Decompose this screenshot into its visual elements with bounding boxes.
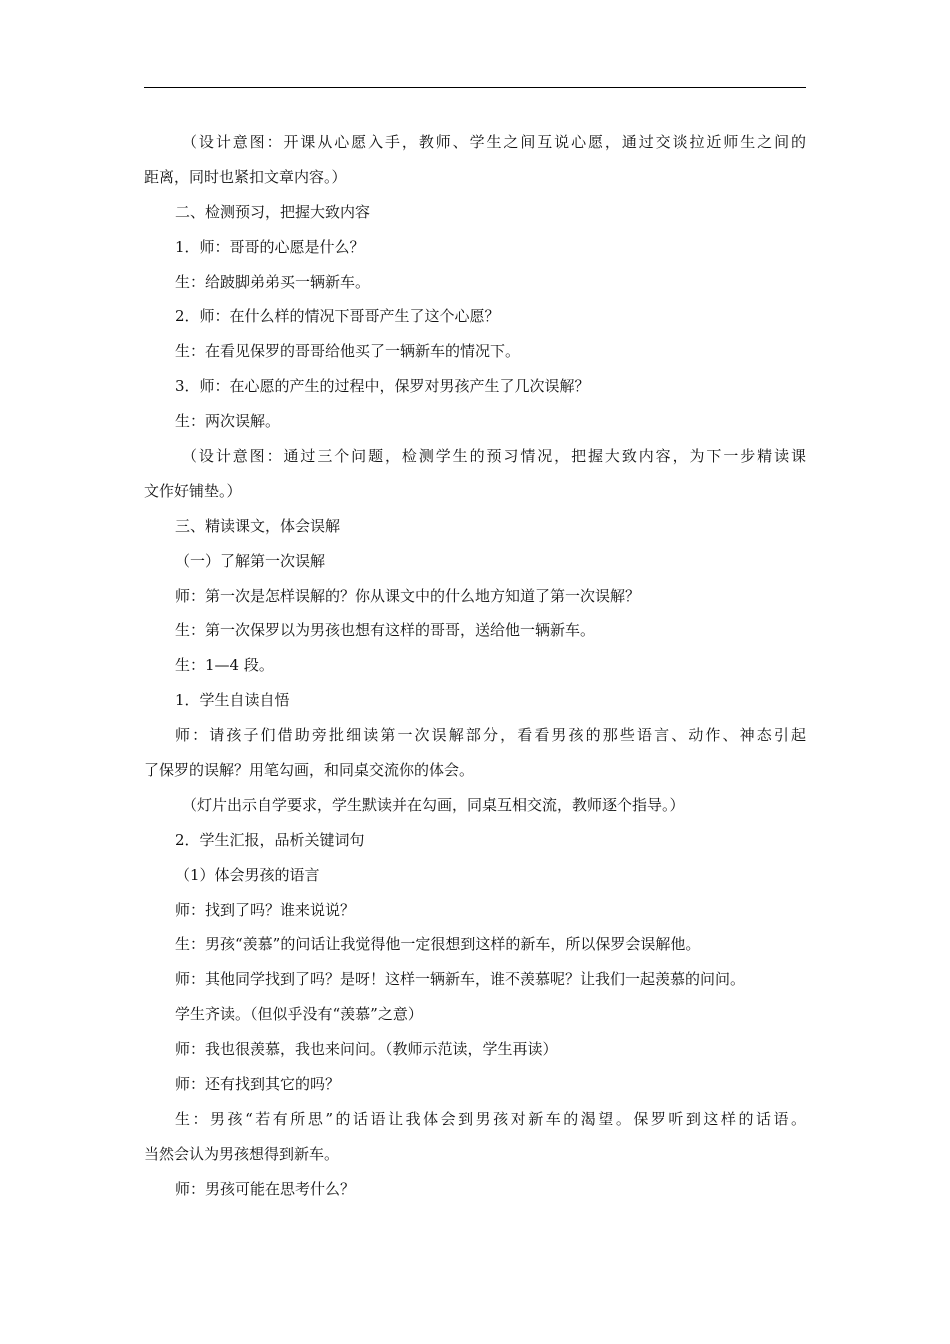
paragraph-line: 师：还有找到其它的吗？ — [175, 1075, 341, 1094]
paragraph-line: 文作好铺垫。） — [144, 481, 242, 500]
paragraph-line: 学生齐读。（但似乎没有“羡慕”之意） — [175, 1005, 423, 1024]
paragraph-line: 2．学生汇报，品析关键词句 — [175, 830, 365, 849]
paragraph-line: （1）体会男孩的语言 — [175, 865, 320, 884]
paragraph-line: 生：在看见保罗的哥哥给他买了一辆新车的情况下。 — [175, 342, 521, 361]
subsection-heading: （一）了解第一次误解 — [175, 551, 326, 570]
paragraph-line: 师：我也很羡慕，我也来问问。（教师示范读，学生再读） — [175, 1040, 558, 1059]
section-heading: 二、检测预习，把握大致内容 — [175, 202, 371, 221]
paragraph-line: 师：其他同学找到了吗？是呀！这样一辆新车，谁不羡慕呢？让我们一起羡慕的问问。 — [175, 970, 746, 989]
paragraph-line: 生：男孩“若有所思”的话语让我体会到男孩对新车的渴望。保罗听到这样的话语。 — [175, 1109, 806, 1128]
paragraph-line: 生：男孩“羡慕”的问话让我觉得他一定很想到这样的新车，所以保罗会误解他。 — [175, 935, 701, 954]
body-text — [144, 125, 806, 1207]
paragraph-line: 3．师：在心愿的产生的过程中，保罗对男孩产生了几次误解？ — [175, 377, 590, 396]
paragraph-line: 生：1—4 段。 — [175, 656, 274, 675]
paragraph-line: 了保罗的误解？用笔勾画，和同桌交流你的体会。 — [144, 761, 475, 780]
paragraph-line: 师：第一次是怎样误解的？你从课文中的什么地方知道了第一次误解？ — [175, 586, 641, 605]
paragraph-line: 师：找到了吗？谁来说说？ — [175, 900, 356, 919]
paragraph-line: 生：给跛脚弟弟买一辆新车。 — [175, 272, 371, 291]
paragraph-line: （灯片出示自学要求，学生默读并在勾画，同桌互相交流，教师逐个指导。） — [182, 795, 685, 814]
paragraph-line: 1．师：哥哥的心愿是什么？ — [175, 237, 365, 256]
paragraph-line: 当然会认为男孩想得到新车。 — [144, 1144, 340, 1163]
paragraph-line: （设计意图：通过三个问题，检测学生的预习情况，把握大致内容，为下一步精读课 — [182, 447, 806, 466]
paragraph-line: 师：男孩可能在思考什么？ — [175, 1179, 356, 1198]
paragraph-line: 生：第一次保罗以为男孩也想有这样的哥哥，送给他一辆新车。 — [175, 621, 596, 640]
paragraph-line: 生：两次误解。 — [175, 412, 281, 431]
paragraph-line: 师：请孩子们借助旁批细读第一次误解部分，看看男孩的那些语言、动作、神态引起 — [175, 726, 806, 745]
header-rule — [144, 87, 806, 88]
section-heading: 三、精读课文，体会误解 — [175, 516, 341, 535]
paragraph-line: 2．师：在什么样的情况下哥哥产生了这个心愿？ — [175, 307, 500, 326]
paragraph-line: 距离，同时也紧扣文章内容。） — [144, 167, 347, 186]
paragraph-line: 1．学生自读自悟 — [175, 691, 290, 710]
paragraph-line: （设计意图：开课从心愿入手，教师、学生之间互说心愿，通过交谈拉近师生之间的 — [182, 133, 806, 151]
